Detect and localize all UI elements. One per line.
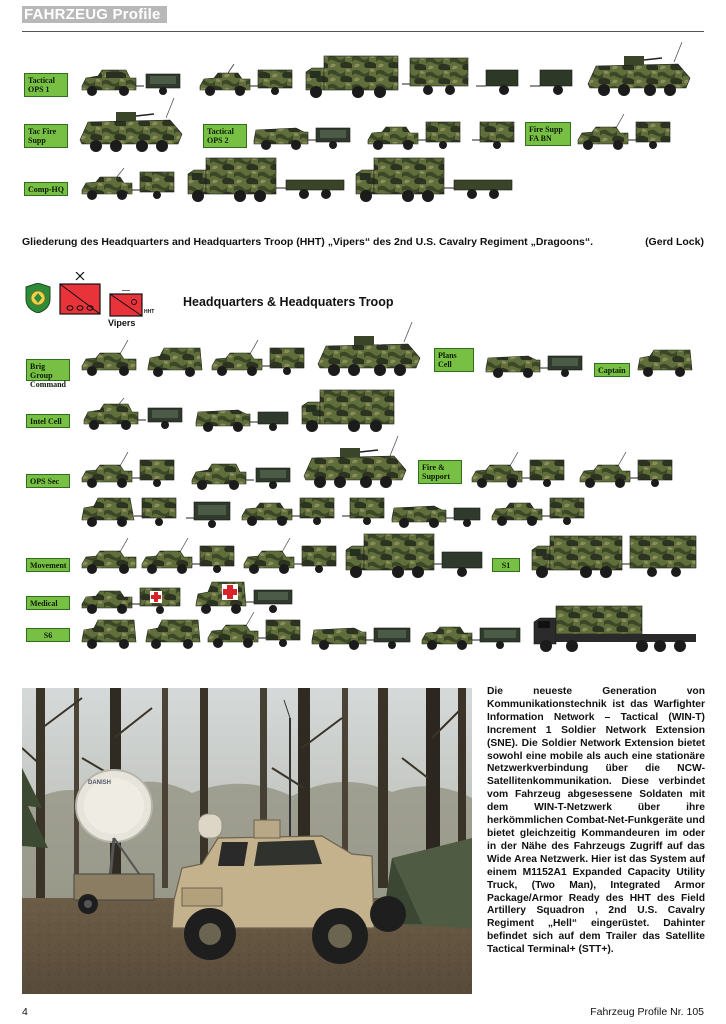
label-fire-supp-fa-bn: Fire Supp FA BN <box>525 122 571 146</box>
vehicle-humvee-trailer <box>310 620 416 652</box>
vehicle-humvee-trailer <box>80 398 190 434</box>
vehicle-humvee-shelter <box>144 618 204 652</box>
label-s1: S1 <box>492 558 520 572</box>
label-tac-fire-supp: Tac Fire Supp <box>24 124 68 148</box>
label-comp-hq: Comp-HQ <box>24 182 68 196</box>
hht-label: HHT <box>144 309 155 315</box>
vehicle-humvee-trailer <box>140 538 240 578</box>
vehicle-humvee-trailer <box>186 496 236 530</box>
vehicle-humvee-shelter <box>636 348 696 380</box>
vehicle-humvee-trailer <box>194 400 298 434</box>
vehicle-humvee-trailer <box>188 458 298 492</box>
vehicle-humvee-trailer <box>576 114 676 154</box>
regiment-crest-icon <box>24 283 52 313</box>
vehicle-lmtv-truck <box>300 388 396 434</box>
vehicle-stryker <box>302 436 410 492</box>
vehicle-generator-trailer <box>530 64 578 100</box>
label-captain: Captain <box>594 363 630 377</box>
publication-reference: Fahrzeug Profile Nr. 105 <box>590 1006 704 1018</box>
diagram-credit: (Gerd Lock) <box>645 236 704 248</box>
vehicle-humvee-trailer <box>198 64 298 100</box>
vehicle-humvee-trailer <box>470 452 570 492</box>
vehicle-humvee-trailer <box>366 118 466 154</box>
label-tactical-ops2: Tactical OPS 2 <box>203 124 247 148</box>
label-plans-cell: Plans Cell <box>434 348 474 372</box>
vehicle-trailer <box>402 56 472 98</box>
vehicle-humvee-shelter <box>80 618 140 652</box>
vehicle-trailer <box>342 494 388 530</box>
vehicle-stryker <box>78 98 186 156</box>
vehicle-humvee-trailer <box>80 452 180 492</box>
vehicle-humvee <box>80 340 142 380</box>
vehicle-lmtv-truck-trailer <box>344 532 490 580</box>
vehicle-humvee-trailer <box>78 64 188 100</box>
page-number: 4 <box>22 1006 28 1018</box>
hht-symbol-icon <box>108 290 144 318</box>
vehicle-humvee-ambulance-trailer <box>80 586 190 616</box>
vehicle-lmtv-truck <box>304 54 400 100</box>
label-fire-support: Fire & Support <box>418 460 462 484</box>
vehicle-trailer <box>472 118 518 154</box>
page-header-title: FAHRZEUG Profile <box>22 6 167 23</box>
vehicle-humvee-trailer <box>210 340 310 380</box>
vehicle-humvee-trailer <box>240 494 340 530</box>
photo-humvee-satellite <box>22 688 472 994</box>
vehicle-humvee-ambulance-trailer <box>194 578 300 616</box>
vehicle-humvee-trailer <box>484 346 588 380</box>
vehicle-generator-trailer <box>476 64 524 100</box>
vehicle-humvee <box>80 538 142 578</box>
vehicle-humvee-trailer <box>80 494 182 530</box>
label-brig-group-command: Brig Group Command <box>26 359 70 381</box>
body-text: Die neueste Generation von Kommunikationstechnik ist das Warfighter Information Network – Tactical (WIN-T) Increment 1 Soldier Network Extension (SNE). Die Soldier Network Extension bietet sowohl eine mobile als auch eine stationäre Netzwerkverbindung über die NCW-Satellitenkommunikation. Diese verbindet vom Fahrzeug abgesessene Soldaten mit dem WIN-T-Netzwerk über ihre herkömmlichen Combat-Net-Funkgeräte und bietet gleichzeitig Kommandeuren im oder in der Nähe des Fahrzeugs Zugriff auf das Wide Area Netzwerk. Hier ist das System auf einem M1152A1 Expanded Capacity Utility Truck, (Two Man), Integrated Armor Package/Armor Ready des HHT des Field Artillery Squadron , 2nd U.S. Cavalry Regiment „Hell“ eingerüstet. Dahinter befindet sich auf dem Trailer das Satellite Tactical Terminal+ (STT+). <box>487 686 705 956</box>
vehicle-lmtv-truck-trailer <box>530 532 700 580</box>
label-tactical-ops1: Tactical OPS 1 <box>24 73 68 97</box>
label-ops-sec: OPS Sec <box>26 474 70 488</box>
header-rule <box>22 31 704 32</box>
vehicle-humvee-trailer <box>490 494 590 530</box>
vehicle-humvee-shelter <box>146 346 206 380</box>
vehicle-humvee-trailer <box>578 452 678 492</box>
label-medical: Medical <box>26 596 70 610</box>
label-intel-cell: Intel Cell <box>26 414 70 428</box>
dish-brand-label: DANISH <box>88 780 112 786</box>
vehicle-humvee-trailer <box>420 620 528 652</box>
label-s6: S6 <box>26 628 70 642</box>
vehicle-stryker <box>316 322 424 380</box>
vipers-label: Vipers <box>108 318 136 328</box>
vehicle-lmtv-truck-trailer <box>186 156 350 204</box>
vehicle-humvee-trailer <box>242 538 342 578</box>
section-title: Headquarters & Headquaters Troop <box>183 295 394 309</box>
diagram-caption-row <box>22 236 704 248</box>
vehicle-stryker <box>586 42 694 100</box>
vehicle-humvee-trailer <box>206 612 306 652</box>
diagram-caption: Gliederung des Headquarters and Headquarters Troop (HHT) „Vipers“ des 2nd U.S. Cavalry Regiment „Dragoons“. <box>22 236 594 248</box>
vehicle-humvee-trailer <box>390 496 486 530</box>
vehicle-humvee-trailer <box>80 168 180 204</box>
label-movement: Movement <box>26 558 70 572</box>
vehicle-lmtv-truck-trailer <box>354 156 518 204</box>
unit-symbol-icon <box>58 272 102 316</box>
vehicle-humvee-trailer <box>252 118 358 154</box>
vehicle-hemtt-truck <box>532 604 700 654</box>
